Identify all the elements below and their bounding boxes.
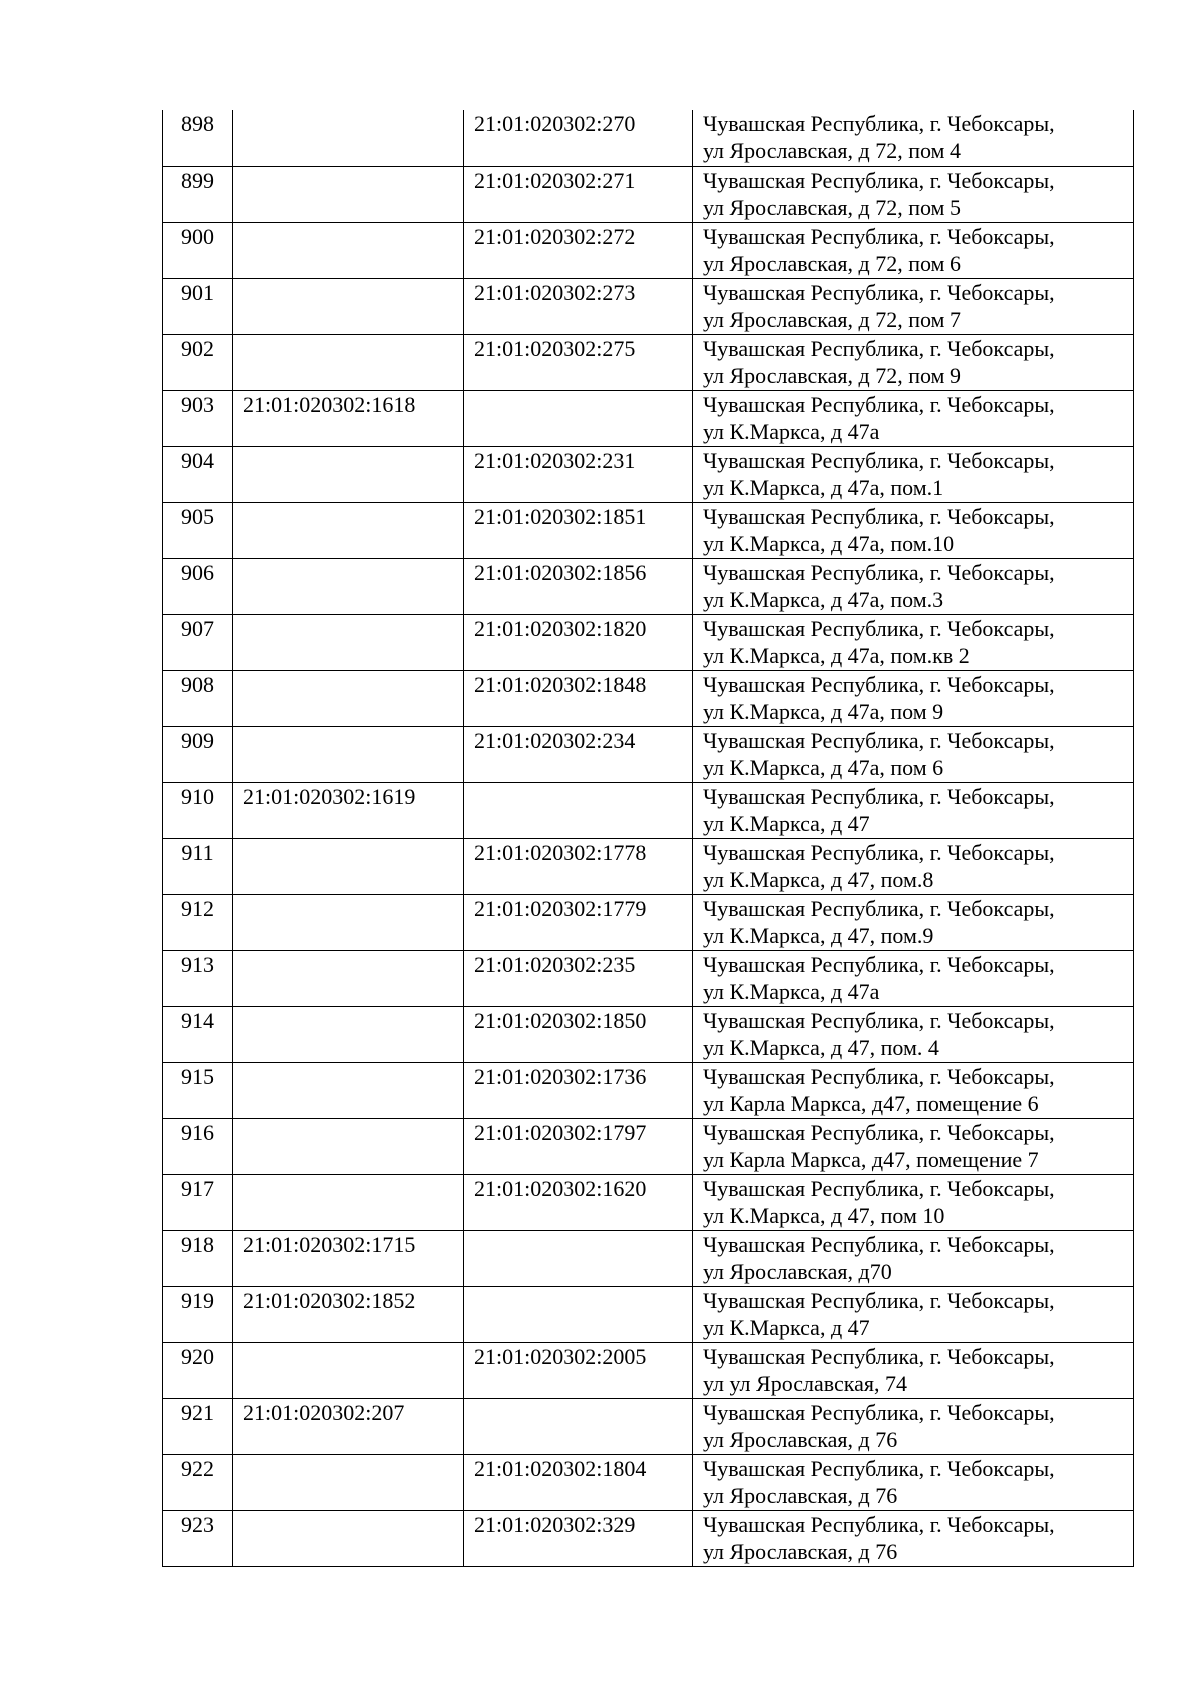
row-number: 907	[163, 614, 233, 670]
table-row	[163, 782, 1134, 838]
object-cadastral-number	[464, 1230, 693, 1286]
land-cadastral-number	[233, 726, 464, 782]
land-cadastral-number	[233, 1006, 464, 1062]
table-row	[163, 950, 1134, 1006]
address-cell	[693, 950, 1134, 1006]
address-line-2: ул Ярославская, д 72, пом 5	[703, 194, 961, 220]
address-cell	[693, 1174, 1134, 1230]
object-cadastral-number	[464, 1398, 693, 1454]
cadastral-table	[162, 110, 1134, 1567]
address-line-2: ул ул Ярославская, 74	[703, 1370, 908, 1396]
object-cadastral-number: 21:01:020302:235	[464, 950, 693, 1006]
address-line-2: ул Ярославская, д 76	[703, 1538, 898, 1564]
row-number: 901	[163, 278, 233, 334]
land-cadastral-number	[233, 166, 464, 222]
address-cell	[693, 1454, 1134, 1510]
table-row	[163, 446, 1134, 502]
row-number: 899	[163, 166, 233, 222]
address-cell	[693, 166, 1134, 222]
object-cadastral-number: 21:01:020302:1778	[464, 838, 693, 894]
object-cadastral-number: 21:01:020302:234	[464, 726, 693, 782]
table-row	[163, 502, 1134, 558]
table-row	[163, 614, 1134, 670]
table-row	[163, 670, 1134, 726]
address-cell	[693, 1006, 1134, 1062]
address-cell	[693, 1062, 1134, 1118]
address-cell	[693, 1286, 1134, 1342]
table-row	[163, 726, 1134, 782]
object-cadastral-number: 21:01:020302:270	[464, 110, 693, 166]
address-line-2: ул К.Маркса, д 47а	[703, 978, 880, 1004]
object-cadastral-number	[464, 390, 693, 446]
table-row	[163, 222, 1134, 278]
address-cell	[693, 670, 1134, 726]
address-line-2: ул К.Маркса, д 47, пом.9	[703, 922, 934, 948]
land-cadastral-number	[233, 1062, 464, 1118]
address-line-1: Чувашская Республика, г. Чебоксары,	[703, 839, 1055, 865]
row-number: 908	[163, 670, 233, 726]
row-number: 916	[163, 1118, 233, 1174]
land-cadastral-number	[233, 838, 464, 894]
table-row	[163, 110, 1134, 166]
address-line-2: ул К.Маркса, д 47а, пом.кв 2	[703, 642, 970, 668]
table-body	[163, 110, 1134, 1566]
address-line-1: Чувашская Республика, г. Чебоксары,	[703, 223, 1055, 249]
row-number: 903	[163, 390, 233, 446]
address-line-2: ул К.Маркса, д 47, пом. 4	[703, 1034, 939, 1060]
object-cadastral-number: 21:01:020302:273	[464, 278, 693, 334]
row-number: 918	[163, 1230, 233, 1286]
row-number: 910	[163, 782, 233, 838]
table-row	[163, 278, 1134, 334]
row-number: 909	[163, 726, 233, 782]
land-cadastral-number: 21:01:020302:207	[233, 1398, 464, 1454]
row-number: 913	[163, 950, 233, 1006]
row-number: 919	[163, 1286, 233, 1342]
row-number: 920	[163, 1342, 233, 1398]
address-line-1: Чувашская Республика, г. Чебоксары,	[703, 1063, 1055, 1089]
address-line-2: ул К.Маркса, д 47а, пом.1	[703, 474, 944, 500]
land-cadastral-number	[233, 502, 464, 558]
row-number: 917	[163, 1174, 233, 1230]
row-number: 914	[163, 1006, 233, 1062]
row-number: 915	[163, 1062, 233, 1118]
land-cadastral-number: 21:01:020302:1618	[233, 390, 464, 446]
address-cell	[693, 278, 1134, 334]
address-cell	[693, 1510, 1134, 1566]
row-number: 900	[163, 222, 233, 278]
land-cadastral-number	[233, 614, 464, 670]
address-line-2: ул Ярославская, д 72, пом 6	[703, 250, 961, 276]
address-line-1: Чувашская Республика, г. Чебоксары,	[703, 615, 1055, 641]
land-cadastral-number	[233, 334, 464, 390]
land-cadastral-number	[233, 1510, 464, 1566]
address-line-1: Чувашская Республика, г. Чебоксары,	[703, 1175, 1055, 1201]
address-line-2: ул Ярославская, д 72, пом 7	[703, 306, 961, 332]
table-row	[163, 894, 1134, 950]
address-cell	[693, 502, 1134, 558]
address-cell	[693, 1118, 1134, 1174]
land-cadastral-number: 21:01:020302:1619	[233, 782, 464, 838]
row-number: 912	[163, 894, 233, 950]
address-line-2: ул К.Маркса, д 47а, пом 9	[703, 698, 944, 724]
row-number: 906	[163, 558, 233, 614]
address-line-2: ул Ярославская, д 72, пом 9	[703, 362, 961, 388]
address-line-1: Чувашская Республика, г. Чебоксары,	[703, 1399, 1055, 1425]
land-cadastral-number: 21:01:020302:1852	[233, 1286, 464, 1342]
address-cell	[693, 334, 1134, 390]
table-row	[163, 1342, 1134, 1398]
address-line-1: Чувашская Республика, г. Чебоксары,	[703, 1287, 1055, 1313]
row-number: 905	[163, 502, 233, 558]
address-line-1: Чувашская Республика, г. Чебоксары,	[703, 111, 1055, 136]
land-cadastral-number: 21:01:020302:1715	[233, 1230, 464, 1286]
object-cadastral-number: 21:01:020302:271	[464, 166, 693, 222]
address-line-2: ул К.Маркса, д 47	[703, 1314, 870, 1340]
row-number: 923	[163, 1510, 233, 1566]
address-line-1: Чувашская Республика, г. Чебоксары,	[703, 559, 1055, 585]
row-number: 921	[163, 1398, 233, 1454]
object-cadastral-number: 21:01:020302:1848	[464, 670, 693, 726]
address-cell	[693, 1398, 1134, 1454]
address-line-1: Чувашская Республика, г. Чебоксары,	[703, 671, 1055, 697]
object-cadastral-number: 21:01:020302:329	[464, 1510, 693, 1566]
address-line-1: Чувашская Республика, г. Чебоксары,	[703, 951, 1055, 977]
address-line-1: Чувашская Республика, г. Чебоксары,	[703, 895, 1055, 921]
address-line-2: ул К.Маркса, д 47а, пом.3	[703, 586, 944, 612]
land-cadastral-number	[233, 110, 464, 166]
land-cadastral-number	[233, 446, 464, 502]
row-number: 922	[163, 1454, 233, 1510]
object-cadastral-number: 21:01:020302:272	[464, 222, 693, 278]
object-cadastral-number: 21:01:020302:1804	[464, 1454, 693, 1510]
object-cadastral-number: 21:01:020302:1851	[464, 502, 693, 558]
table-row	[163, 838, 1134, 894]
table-row	[163, 1118, 1134, 1174]
address-cell	[693, 782, 1134, 838]
address-cell	[693, 726, 1134, 782]
address-line-2: ул К.Маркса, д 47, пом.8	[703, 866, 934, 892]
address-cell	[693, 390, 1134, 446]
row-number: 911	[163, 838, 233, 894]
address-line-2: ул К.Маркса, д 47а	[703, 418, 880, 444]
table-row	[163, 558, 1134, 614]
table-row	[163, 1230, 1134, 1286]
address-line-1: Чувашская Республика, г. Чебоксары,	[703, 279, 1055, 305]
object-cadastral-number: 21:01:020302:231	[464, 446, 693, 502]
address-line-2: ул Ярославская, д 72, пом 4	[703, 138, 961, 163]
land-cadastral-number	[233, 222, 464, 278]
address-line-1: Чувашская Республика, г. Чебоксары,	[703, 1119, 1055, 1145]
address-cell	[693, 446, 1134, 502]
table-row	[163, 166, 1134, 222]
land-cadastral-number	[233, 278, 464, 334]
address-line-1: Чувашская Республика, г. Чебоксары,	[703, 1455, 1055, 1481]
table-row	[163, 1398, 1134, 1454]
address-line-1: Чувашская Республика, г. Чебоксары,	[703, 1511, 1055, 1537]
land-cadastral-number	[233, 894, 464, 950]
address-line-1: Чувашская Республика, г. Чебоксары,	[703, 1343, 1055, 1369]
object-cadastral-number: 21:01:020302:1850	[464, 1006, 693, 1062]
address-line-1: Чувашская Республика, г. Чебоксары,	[703, 1007, 1055, 1033]
object-cadastral-number	[464, 1286, 693, 1342]
object-cadastral-number: 21:01:020302:2005	[464, 1342, 693, 1398]
object-cadastral-number: 21:01:020302:1797	[464, 1118, 693, 1174]
land-cadastral-number	[233, 670, 464, 726]
address-line-2: ул К.Маркса, д 47, пом 10	[703, 1202, 945, 1228]
address-line-1: Чувашская Республика, г. Чебоксары,	[703, 447, 1055, 473]
address-line-1: Чувашская Республика, г. Чебоксары,	[703, 1231, 1055, 1257]
table-row	[163, 1454, 1134, 1510]
land-cadastral-number	[233, 1454, 464, 1510]
table-row	[163, 1174, 1134, 1230]
object-cadastral-number: 21:01:020302:1736	[464, 1062, 693, 1118]
address-line-1: Чувашская Республика, г. Чебоксары,	[703, 335, 1055, 361]
address-cell	[693, 558, 1134, 614]
row-number: 902	[163, 334, 233, 390]
address-line-1: Чувашская Республика, г. Чебоксары,	[703, 391, 1055, 417]
table-row	[163, 1286, 1134, 1342]
table-row	[163, 1510, 1134, 1566]
address-cell	[693, 110, 1134, 166]
land-cadastral-number	[233, 1174, 464, 1230]
address-line-2: ул К.Маркса, д 47	[703, 810, 870, 836]
address-cell	[693, 222, 1134, 278]
row-number: 898	[163, 110, 233, 166]
address-line-1: Чувашская Республика, г. Чебоксары,	[703, 503, 1055, 529]
object-cadastral-number: 21:01:020302:1779	[464, 894, 693, 950]
address-line-1: Чувашская Республика, г. Чебоксары,	[703, 783, 1055, 809]
address-line-2: ул Ярославская, д70	[703, 1258, 892, 1284]
land-cadastral-number	[233, 1342, 464, 1398]
object-cadastral-number: 21:01:020302:1620	[464, 1174, 693, 1230]
address-line-2: ул Карла Маркса, д47, помещение 6	[703, 1090, 1039, 1116]
address-cell	[693, 894, 1134, 950]
row-number: 904	[163, 446, 233, 502]
address-line-2: ул Карла Маркса, д47, помещение 7	[703, 1146, 1039, 1172]
address-line-1: Чувашская Республика, г. Чебоксары,	[703, 167, 1055, 193]
address-cell	[693, 838, 1134, 894]
land-cadastral-number	[233, 950, 464, 1006]
address-line-1: Чувашская Республика, г. Чебоксары,	[703, 727, 1055, 753]
address-cell	[693, 1230, 1134, 1286]
address-line-2: ул К.Маркса, д 47а, пом 6	[703, 754, 944, 780]
table-row	[163, 334, 1134, 390]
table-row	[163, 1006, 1134, 1062]
table-row	[163, 390, 1134, 446]
object-cadastral-number: 21:01:020302:275	[464, 334, 693, 390]
address-line-2: ул Ярославская, д 76	[703, 1482, 898, 1508]
address-cell	[693, 1342, 1134, 1398]
object-cadastral-number	[464, 782, 693, 838]
address-cell	[693, 614, 1134, 670]
land-cadastral-number	[233, 558, 464, 614]
table-row	[163, 1062, 1134, 1118]
address-line-2: ул Ярославская, д 76	[703, 1426, 898, 1452]
object-cadastral-number: 21:01:020302:1856	[464, 558, 693, 614]
address-line-2: ул К.Маркса, д 47а, пом.10	[703, 530, 955, 556]
object-cadastral-number: 21:01:020302:1820	[464, 614, 693, 670]
land-cadastral-number	[233, 1118, 464, 1174]
